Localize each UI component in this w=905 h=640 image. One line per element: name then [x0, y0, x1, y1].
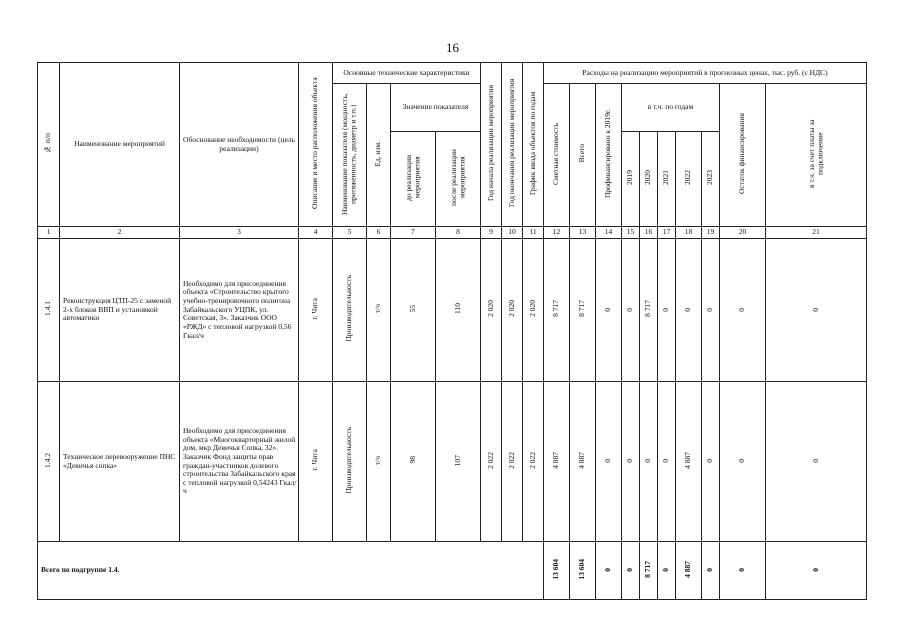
row-financed: 0: [596, 239, 622, 382]
col-number: 15: [622, 227, 640, 239]
col-number: 4: [299, 227, 333, 239]
header-value-group: Значение показателя: [391, 84, 481, 132]
row-financed: 0: [596, 382, 622, 542]
row-name: Техническое перевооружение ПНС «Девичья сопка»: [60, 382, 180, 542]
header-num: № п/п: [38, 63, 60, 227]
total-y2019: 0: [622, 542, 640, 600]
row-tech-name: Производительность: [333, 382, 367, 542]
table-row: [38, 382, 867, 542]
col-number: 9: [481, 227, 502, 239]
header-total: Всего: [570, 84, 596, 227]
col-number: 5: [333, 227, 367, 239]
row-y2019: 0: [622, 382, 640, 542]
row-y2021: 0: [658, 239, 676, 382]
row-schedule: 2 020: [523, 239, 544, 382]
header-schedule: График ввода объектов по годам: [523, 63, 544, 227]
header-year-2023: 2023: [702, 132, 720, 227]
header-name: Наименование мероприятий: [60, 63, 180, 227]
col-number: 3: [180, 227, 299, 239]
row-y2019: 0: [622, 239, 640, 382]
col-number: 17: [658, 227, 676, 239]
investment-table: [37, 62, 867, 600]
row-y2023: 0: [702, 239, 720, 382]
row-reason: Необходимо для присоединения объекта «Многоквартирный жилой дом, мкр Девичья Сопка, 32». Заказчик Фонд защиты прав граждан-участников долевого строительства Забайкальского края с тепловой нагрузкой 0,54243 Гкал/ч: [180, 382, 299, 542]
header-year-2022: 2022: [676, 132, 702, 227]
header-tech-name: Наименование показателя (мощность, протяженность, диаметр и т.п.): [333, 84, 367, 227]
header-tech-group: Основные технические характеристики: [333, 63, 481, 84]
column-number-row: [38, 227, 867, 239]
row-start-year: 2 022: [481, 382, 502, 542]
col-number: 7: [391, 227, 436, 239]
total-estimate: 13 604: [544, 542, 570, 600]
row-fee: 0: [766, 239, 867, 382]
row-estimate: 8 717: [544, 239, 570, 382]
row-after: 107: [436, 382, 481, 542]
row-end-year: 2 020: [502, 239, 523, 382]
header-end-year: Год окончания реализации мероприятия: [502, 63, 523, 227]
row-before: 98: [391, 382, 436, 542]
col-number: 10: [502, 227, 523, 239]
table-row: [38, 239, 867, 382]
row-estimate: 4 887: [544, 382, 570, 542]
header-location: Описание и место расположения объекта: [299, 63, 333, 227]
header-financed: Профинансировано к 2019г.: [596, 84, 622, 227]
row-unit: т/ч: [367, 382, 391, 542]
row-end-year: 2 022: [502, 382, 523, 542]
header-fee: в т.ч. за счет платы за подключение: [766, 84, 867, 227]
header-year-2019: 2019: [622, 132, 640, 227]
col-number: 14: [596, 227, 622, 239]
col-number: 11: [523, 227, 544, 239]
col-number: 16: [640, 227, 658, 239]
row-name: Реконструкция ЦТП-25 с заменой 2-х блоков ВВП и установкой автоматики: [60, 239, 180, 382]
col-number: 20: [720, 227, 766, 239]
row-schedule: 2 022: [523, 382, 544, 542]
col-number: 19: [702, 227, 720, 239]
row-after: 110: [436, 239, 481, 382]
row-location: г. Чита: [299, 382, 333, 542]
col-number: 21: [766, 227, 867, 239]
total-row: [38, 542, 867, 600]
col-number: 2: [60, 227, 180, 239]
total-total: 13 604: [570, 542, 596, 600]
row-num: 1.4.2: [38, 382, 60, 542]
total-financed: 0: [596, 542, 622, 600]
header-unit: Ед. изм.: [367, 84, 391, 227]
row-y2023: 0: [702, 382, 720, 542]
header-start-year: Год начала реализации мероприятия: [481, 63, 502, 227]
page-number: 16: [446, 40, 459, 55]
header-after: после реализации мероприятия: [436, 132, 481, 227]
total-y2020: 8 717: [640, 542, 658, 600]
total-y2021: 0: [658, 542, 676, 600]
header-year-2020: 2020: [640, 132, 658, 227]
row-reason: Необходимо для присоединения объекта «Строительство крытого учебно-тренировочного полигона Забайкальского УЦПК, ул. Советская, 3». Заказчик ООО «РЖД» с тепловой нагрузкой 0,56 Гкал/ч: [180, 239, 299, 382]
col-number: 1: [38, 227, 60, 239]
row-location: г. Чита: [299, 239, 333, 382]
row-total: 4 887: [570, 382, 596, 542]
col-number: 13: [570, 227, 596, 239]
row-y2020: 8 717: [640, 239, 658, 382]
header-remaining: Остаток финансирования: [720, 84, 766, 227]
row-remaining: 0: [720, 239, 766, 382]
row-y2022: 4 887: [676, 382, 702, 542]
row-total: 8 717: [570, 239, 596, 382]
col-number: 12: [544, 227, 570, 239]
row-start-year: 2 020: [481, 239, 502, 382]
header-reason: Обоснование необходимости (цель реализации): [180, 63, 299, 227]
total-fee: 0: [766, 542, 867, 600]
total-label: Всего по подгруппе 1.4.: [38, 542, 544, 600]
row-remaining: 0: [720, 382, 766, 542]
header-years-group: в т.ч. по годам: [622, 84, 720, 132]
header-before: до реализации мероприятия: [391, 132, 436, 227]
total-remaining: 0: [720, 542, 766, 600]
row-unit: т/ч: [367, 239, 391, 382]
row-y2020: 0: [640, 382, 658, 542]
header-estimate: Сметная стоимость: [544, 84, 570, 227]
row-before: 55: [391, 239, 436, 382]
row-y2021: 0: [658, 382, 676, 542]
row-tech-name: Производительность: [333, 239, 367, 382]
total-y2022: 4 887: [676, 542, 702, 600]
row-y2022: 0: [676, 239, 702, 382]
col-number: 18: [676, 227, 702, 239]
total-y2023: 0: [702, 542, 720, 600]
header-costs-group: Расходы на реализацию мероприятий в прогнозных ценах, тыс. руб. (с НДС): [544, 63, 867, 84]
col-number: 8: [436, 227, 481, 239]
col-number: 6: [367, 227, 391, 239]
header-year-2021: 2021: [658, 132, 676, 227]
row-fee: 0: [766, 382, 867, 542]
row-num: 1.4.1: [38, 239, 60, 382]
